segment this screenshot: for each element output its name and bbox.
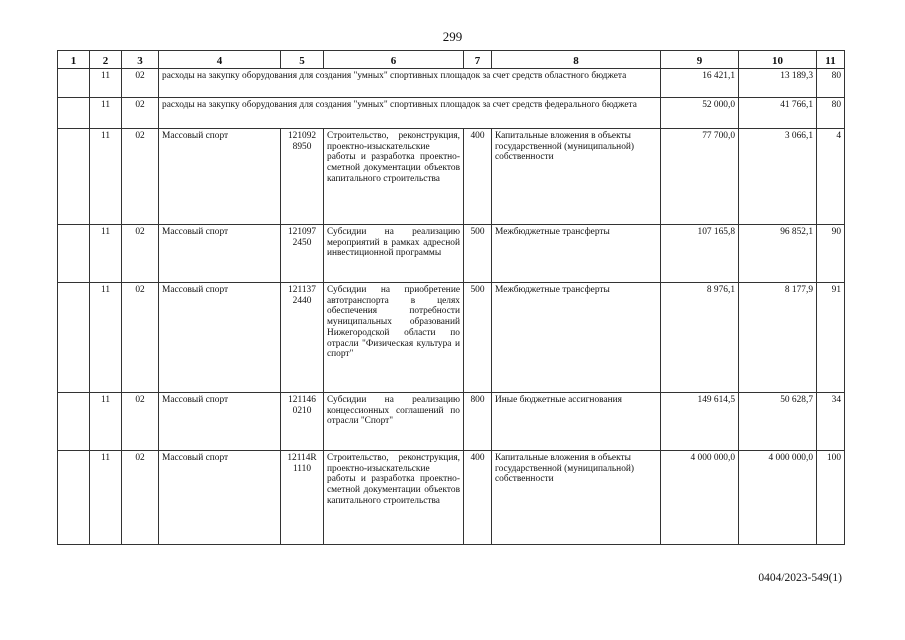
table-row	[58, 69, 845, 98]
table-row	[58, 451, 845, 545]
execution-percent: 90	[817, 225, 845, 283]
program-name: Массовый спорт	[159, 129, 281, 225]
section-code: 11	[90, 393, 122, 451]
planned-amount: 52 000,0	[661, 98, 739, 129]
target-article-code-part: 2440	[292, 295, 312, 306]
target-article-code-part: 121097	[287, 227, 317, 237]
expense-purpose: Субсидии на приобретение автотранспорта в целях обеспечения потребности муниципальных образований Нижегородской области по отрасли "Физическая культура и спорт"	[324, 283, 464, 393]
execution-percent: 100	[817, 451, 845, 545]
column-header: 3	[122, 51, 159, 69]
target-article-code-part: 12114R	[287, 453, 317, 463]
section-code: 11	[90, 69, 122, 98]
target-article-code	[281, 393, 324, 451]
table-row	[58, 225, 845, 283]
actual-amount: 8 177,9	[739, 283, 817, 393]
actual-amount: 41 766,1	[739, 98, 817, 129]
expense-type-code: 800	[464, 393, 492, 451]
execution-percent: 34	[817, 393, 845, 451]
subsection-code: 02	[122, 225, 159, 283]
subsection-code: 02	[122, 69, 159, 98]
budget-table	[57, 50, 845, 545]
target-article-code	[281, 283, 324, 393]
execution-percent: 4	[817, 129, 845, 225]
target-article-code-part: 1110	[292, 463, 312, 474]
subsection-code: 02	[122, 98, 159, 129]
actual-amount: 4 000 000,0	[739, 451, 817, 545]
actual-amount: 13 189,3	[739, 69, 817, 98]
table-row	[58, 98, 845, 129]
planned-amount: 149 614,5	[661, 393, 739, 451]
table-row	[58, 283, 845, 393]
target-article-code-part: 0210	[292, 405, 312, 416]
expense-type-name: Межбюджетные трансферты	[492, 283, 661, 393]
subsection-code: 02	[122, 283, 159, 393]
program-name: Массовый спорт	[159, 225, 281, 283]
expense-type-code: 400	[464, 451, 492, 545]
actual-amount: 50 628,7	[739, 393, 817, 451]
column-header: 10	[739, 51, 817, 69]
column-header: 2	[90, 51, 122, 69]
expense-type-code: 500	[464, 283, 492, 393]
column-header: 9	[661, 51, 739, 69]
execution-percent: 91	[817, 283, 845, 393]
program-name: Массовый спорт	[159, 283, 281, 393]
column-header: 1	[58, 51, 90, 69]
column-header: 8	[492, 51, 661, 69]
expense-purpose: Субсидии на реализацию концессионных соглашений по отрасли "Спорт"	[324, 393, 464, 451]
section-code: 11	[90, 225, 122, 283]
column-header: 5	[281, 51, 324, 69]
target-article-code	[281, 129, 324, 225]
planned-amount: 16 421,1	[661, 69, 739, 98]
target-article-code-part: 121146	[288, 395, 316, 405]
actual-amount: 96 852,1	[739, 225, 817, 283]
expense-description: расходы на закупку оборудования для создания "умных" спортивных площадок за счет средств федерального бюджета	[159, 98, 661, 129]
actual-amount: 3 066,1	[739, 129, 817, 225]
section-code: 11	[90, 98, 122, 129]
planned-amount: 107 165,8	[661, 225, 739, 283]
expense-type-code: 500	[464, 225, 492, 283]
planned-amount: 77 700,0	[661, 129, 739, 225]
execution-percent: 80	[817, 98, 845, 129]
target-article-code-part: 121137	[288, 285, 316, 295]
expense-type-name: Иные бюджетные ассигнования	[492, 393, 661, 451]
expense-purpose: Субсидии на реализацию мероприятий в рамках адресной инвестиционной программы	[324, 225, 464, 283]
column-header: 6	[324, 51, 464, 69]
column-header: 7	[464, 51, 492, 69]
expense-type-name: Капитальные вложения в объекты государственной (муниципальной) собственности	[492, 451, 661, 545]
section-code: 11	[90, 451, 122, 545]
program-name: Массовый спорт	[159, 393, 281, 451]
target-article-code-part: 8950	[292, 141, 312, 152]
column-header: 4	[159, 51, 281, 69]
target-article-code	[281, 225, 324, 283]
planned-amount: 8 976,1	[661, 283, 739, 393]
column-header: 11	[817, 51, 845, 69]
subsection-code: 02	[122, 393, 159, 451]
target-article-code-part: 121092	[287, 131, 317, 141]
expense-type-code: 400	[464, 129, 492, 225]
subsection-code: 02	[122, 129, 159, 225]
execution-percent: 80	[817, 69, 845, 98]
document-code: 0404/2023-549(1)	[758, 572, 842, 584]
target-article-code-part: 2450	[292, 237, 312, 248]
planned-amount: 4 000 000,0	[661, 451, 739, 545]
table-row	[58, 393, 845, 451]
program-name: Массовый спорт	[159, 451, 281, 545]
table-header-row	[58, 51, 845, 69]
page-number: 299	[442, 29, 463, 44]
expense-type-name: Межбюджетные трансферты	[492, 225, 661, 283]
table-row	[58, 129, 845, 225]
expense-type-name: Капитальные вложения в объекты государственной (муниципальной) собственности	[492, 129, 661, 225]
target-article-code	[281, 451, 324, 545]
subsection-code: 02	[122, 451, 159, 545]
expense-description: расходы на закупку оборудования для создания "умных" спортивных площадок за счет средств областного бюджета	[159, 69, 661, 98]
section-code: 11	[90, 283, 122, 393]
expense-purpose: Строительство, реконструкция, проектно-изыскательские работы и разработка проектно-сметной документации объектов капитального строительства	[324, 451, 464, 545]
expense-purpose: Строительство, реконструкция, проектно-изыскательские работы и разработка проектно-сметной документации объектов капитального строительства	[324, 129, 464, 225]
section-code: 11	[90, 129, 122, 225]
